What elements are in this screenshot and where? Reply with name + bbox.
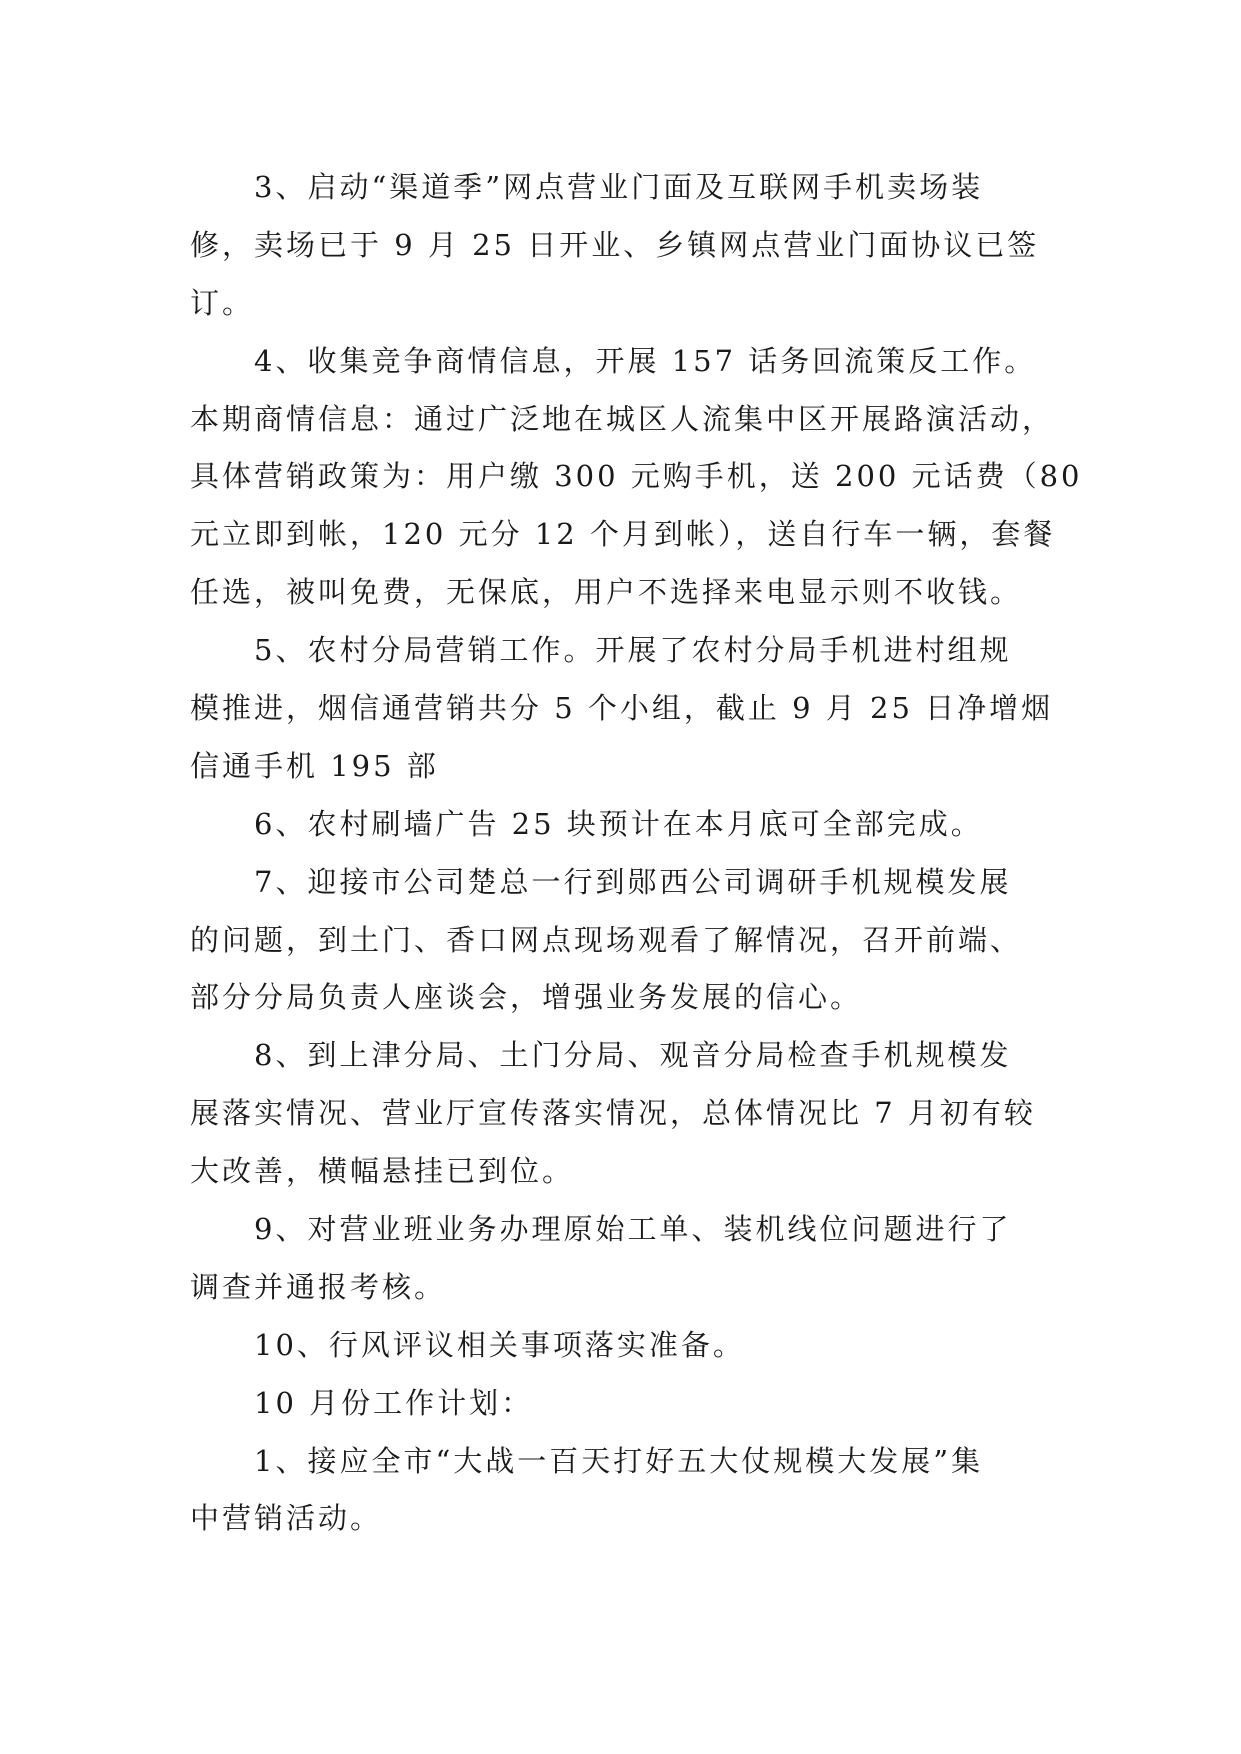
paragraph-7-line-2: 的问题，到土门、香口网点现场观看了解情况，召开前端、 bbox=[190, 922, 1023, 957]
paragraph-8-line-1: 8、到上津分局、土门分局、观音分局检查手机规模发 bbox=[254, 1038, 1012, 1073]
document-body bbox=[190, 159, 1083, 1548]
paragraph-9-line-1: 9、对营业班业务办理原始工单、装机线位问题进行了 bbox=[254, 1212, 1012, 1247]
paragraph-4-line-2: 本期商情信息：通过广泛地在城区人流集中区开展路演活动， bbox=[190, 401, 1055, 436]
paragraph-10-line-1: 10、行风评议相关事项落实准备。 bbox=[254, 1327, 745, 1362]
paragraph-4-line-4: 元立即到帐，120 元分 12 个月到帐），送自行车一辆，套餐 bbox=[190, 517, 1056, 552]
paragraph-4-line-5: 任选，被叫免费，无保底，用户不选择来电显示则不收钱。 bbox=[190, 575, 1023, 610]
paragraph-3-line-2: 修，卖场已于 9 月 25 日开业、乡镇网点营业门面协议已签 bbox=[190, 227, 1040, 262]
paragraph-6-line-1: 6、农村刷墙广告 25 块预计在本月底可全部完成。 bbox=[254, 806, 983, 841]
paragraph-3-line-3: 订。 bbox=[190, 285, 255, 320]
paragraph-7-line-1: 7、迎接市公司楚总一行到郧西公司调研手机规模发展 bbox=[254, 864, 1012, 899]
paragraph-3-line-1: 3、启动“渠道季”网点营业门面及互联网手机卖场装 bbox=[254, 170, 984, 204]
paragraph-8-line-3: 大改善，横幅悬挂已到位。 bbox=[190, 1154, 575, 1189]
paragraph-8-line-2: 展落实情况、营业厅宣传落实情况，总体情况比 7 月初有较 bbox=[190, 1096, 1036, 1131]
paragraph-5-line-2: 模推进，烟信通营销共分 5 个小组，截止 9 月 25 日净增烟 bbox=[190, 691, 1054, 726]
paragraph-4-line-3: 具体营销政策为：用户缴 300 元购手机，送 200 元话费（80 bbox=[190, 459, 1083, 494]
paragraph-9-line-2: 调查并通报考核。 bbox=[190, 1269, 447, 1304]
paragraph-4-line-1: 4、收集竞争商情信息，开展 157 话务回流策反工作。 bbox=[254, 343, 1037, 378]
paragraph-5-line-1: 5、农村分局营销工作。开展了农村分局手机进村组规 bbox=[254, 633, 1012, 668]
plan-item-1-line-1: 1、接应全市“大战一百天打好五大仗规模大发展”集 bbox=[254, 1443, 984, 1478]
paragraph-7-line-3: 部分分局负责人座谈会，增强业务发展的信心。 bbox=[190, 980, 863, 1015]
paragraph-5-line-3: 信通手机 195 部 bbox=[190, 748, 439, 783]
section-heading-october-plan: 10 月份工作计划： bbox=[254, 1385, 534, 1420]
plan-item-1-line-2: 中营销活动。 bbox=[190, 1501, 383, 1536]
